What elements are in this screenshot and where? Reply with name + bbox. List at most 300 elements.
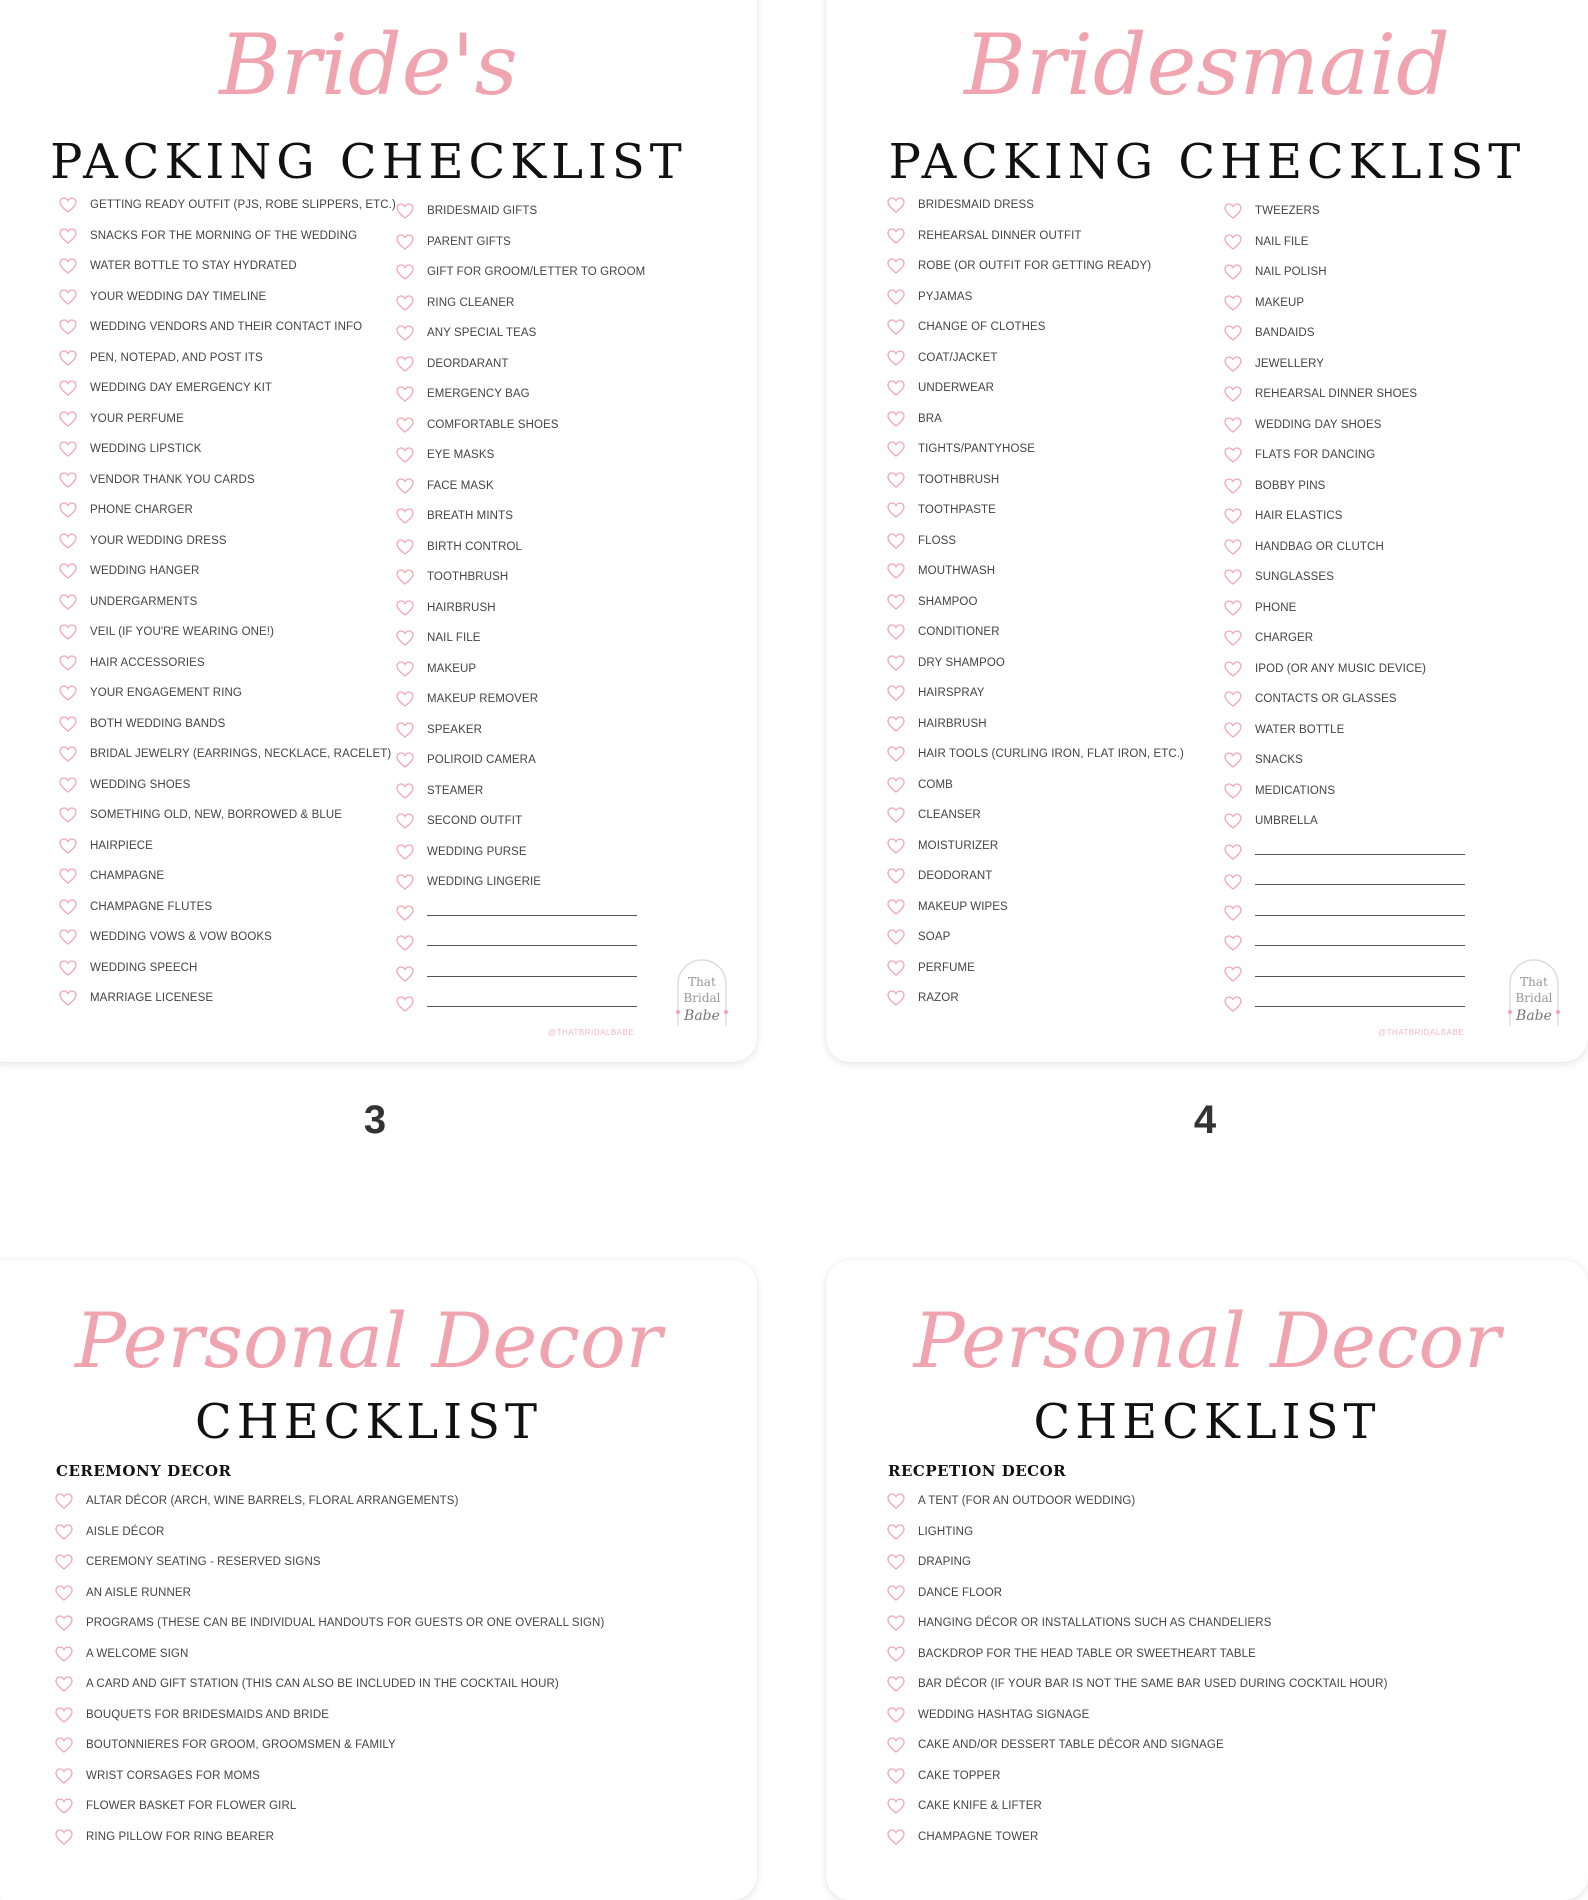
heart-checkbox-icon[interactable] xyxy=(1223,964,1243,984)
checklist-item xyxy=(1223,410,1465,441)
heart-checkbox-icon[interactable] xyxy=(886,1796,906,1816)
heart-checkbox-icon[interactable] xyxy=(58,317,78,337)
heart-checkbox-icon[interactable] xyxy=(1223,781,1243,801)
heart-checkbox-icon[interactable] xyxy=(886,1491,906,1511)
checklist-item-label: CONTACTS OR GLASSES xyxy=(1255,693,1397,706)
checklist-item-label: GIFT FOR GROOM/LETTER TO GROOM xyxy=(427,266,646,279)
checklist-item xyxy=(886,709,1184,740)
checklist-item-label: MARRIAGE LICENESE xyxy=(90,992,214,1005)
checklist-item-label: HAIRSPRAY xyxy=(918,687,985,700)
heart-checkbox-icon[interactable] xyxy=(395,476,415,496)
checklist-item xyxy=(58,495,396,526)
checklist-item xyxy=(886,770,1184,801)
heart-checkbox-icon[interactable] xyxy=(1223,628,1243,648)
checklist-item-label: MOISTURIZER xyxy=(918,839,999,852)
checklist-item xyxy=(58,861,396,892)
checklist-item xyxy=(886,983,1184,1014)
heart-checkbox-icon[interactable] xyxy=(1223,293,1243,313)
heart-checkbox-icon[interactable] xyxy=(886,1522,906,1542)
checklist-item xyxy=(886,1547,1388,1578)
checklist-item xyxy=(58,709,396,740)
blank-line[interactable] xyxy=(427,914,637,916)
checklist-item xyxy=(886,282,1184,313)
blank-line[interactable] xyxy=(427,975,637,977)
heart-checkbox-icon[interactable] xyxy=(1223,506,1243,526)
checklist-item-label: STEAMER xyxy=(427,784,484,797)
heart-checkbox-icon[interactable] xyxy=(1223,445,1243,465)
heart-checkbox-icon[interactable] xyxy=(58,836,78,856)
checklist-item-label: WEDDING DAY SHOES xyxy=(1255,418,1382,431)
heart-checkbox-icon[interactable] xyxy=(58,897,78,917)
heart-checkbox-icon[interactable] xyxy=(395,567,415,587)
logo-line-3: Babe xyxy=(1516,1008,1552,1024)
checklist-item xyxy=(58,831,396,862)
checklist-item xyxy=(58,648,396,679)
checklist-item xyxy=(395,745,645,776)
heart-checkbox-icon[interactable] xyxy=(395,323,415,343)
checklist-column-2 xyxy=(1223,196,1465,1020)
blank-line[interactable] xyxy=(427,1005,637,1007)
checklist-item-label: GETTING READY OUTFIT (PJS, ROBE SLIPPERS, ETC.) xyxy=(90,199,396,212)
heart-checkbox-icon[interactable] xyxy=(58,439,78,459)
heart-checkbox-icon[interactable] xyxy=(1223,720,1243,740)
checklist-item xyxy=(886,1578,1388,1609)
heart-checkbox-icon[interactable] xyxy=(395,994,415,1014)
heart-checkbox-icon[interactable] xyxy=(395,872,415,892)
checklist-item xyxy=(1223,562,1465,593)
heart-checkbox-icon[interactable] xyxy=(58,958,78,978)
checklist-item-label: IPOD (OR ANY MUSIC DEVICE) xyxy=(1255,662,1427,675)
logo-line-3: Babe xyxy=(684,1008,720,1024)
checklist-item xyxy=(886,190,1184,221)
heart-checkbox-icon[interactable] xyxy=(886,714,906,734)
logo-line-2: Bridal xyxy=(683,991,721,1005)
checklist-item xyxy=(54,1486,604,1517)
checklist-item-label: BRIDESMAID GIFTS xyxy=(427,205,538,218)
decor-list xyxy=(886,1486,1388,1852)
headline: PACKING CHECKLIST xyxy=(50,134,687,190)
heart-checkbox-icon[interactable] xyxy=(395,781,415,801)
checklist-item xyxy=(58,251,396,282)
heart-checkbox-icon[interactable] xyxy=(1223,598,1243,618)
heart-checkbox-icon[interactable] xyxy=(886,439,906,459)
checklist-item-label: MAKEUP WIPES xyxy=(918,900,1008,913)
checklist-item xyxy=(886,495,1184,526)
heart-checkbox-icon[interactable] xyxy=(886,897,906,917)
checklist-item-label: BANDAIDS xyxy=(1255,327,1315,340)
heart-checkbox-icon[interactable] xyxy=(395,354,415,374)
heart-checkbox-icon[interactable] xyxy=(1223,323,1243,343)
checklist-item-label: YOUR WEDDING DAY TIMELINE xyxy=(90,290,267,303)
checklist-item xyxy=(54,1639,604,1670)
checklist-item xyxy=(395,562,645,593)
checklist-item xyxy=(1223,471,1465,502)
checklist-item xyxy=(58,953,396,984)
checklist-item-label: TWEEZERS xyxy=(1255,205,1320,218)
heart-checkbox-icon[interactable] xyxy=(395,933,415,953)
checklist-item-label: RING CLEANER xyxy=(427,296,515,309)
checklist-item xyxy=(1223,806,1465,837)
checklist-item xyxy=(395,715,645,746)
heart-checkbox-icon[interactable] xyxy=(886,1674,906,1694)
checklist-item-label: MOUTHWASH xyxy=(918,565,996,578)
heart-checkbox-icon[interactable] xyxy=(395,262,415,282)
heart-checkbox-icon[interactable] xyxy=(395,384,415,404)
checklist-item xyxy=(54,1669,604,1700)
checklist-item xyxy=(395,867,645,898)
heart-checkbox-icon[interactable] xyxy=(58,409,78,429)
heart-checkbox-icon[interactable] xyxy=(886,1583,906,1603)
heart-checkbox-icon[interactable] xyxy=(54,1705,74,1725)
checklist-item-label: FLATS FOR DANCING xyxy=(1255,449,1376,462)
checklist-item xyxy=(886,1700,1388,1731)
heart-checkbox-icon[interactable] xyxy=(54,1827,74,1847)
heart-checkbox-icon[interactable] xyxy=(886,1644,906,1664)
checklist-item xyxy=(395,776,645,807)
heart-checkbox-icon[interactable] xyxy=(58,348,78,368)
heart-checkbox-icon[interactable] xyxy=(886,927,906,947)
heart-checkbox-icon[interactable] xyxy=(395,232,415,252)
checklist-item-label: BOBBY PINS xyxy=(1255,479,1326,492)
heart-checkbox-icon[interactable] xyxy=(1223,872,1243,892)
checklist-item xyxy=(886,251,1184,282)
checklist-item xyxy=(1223,715,1465,746)
checklist-item xyxy=(886,526,1184,557)
checklist-item xyxy=(1223,318,1465,349)
heart-checkbox-icon[interactable] xyxy=(886,409,906,429)
checklist-item-label: WRIST CORSAGES FOR MOMS xyxy=(86,1769,260,1782)
blank-line[interactable] xyxy=(1255,975,1465,977)
heart-checkbox-icon[interactable] xyxy=(1223,750,1243,770)
heart-checkbox-icon[interactable] xyxy=(1223,232,1243,252)
heart-checkbox-icon[interactable] xyxy=(58,988,78,1008)
checklist-item xyxy=(54,1700,604,1731)
heart-checkbox-icon[interactable] xyxy=(886,1766,906,1786)
checklist-item-label: PROGRAMS (THESE CAN BE INDIVIDUAL HANDOUTS FOR GUESTS OR ONE OVERALL SIGN) xyxy=(86,1617,605,1630)
checklist-item-label: AISLE DÉCOR xyxy=(86,1525,165,1538)
checklist-item-label: PEN, NOTEPAD, AND POST ITS xyxy=(90,351,263,364)
blank-checklist-item xyxy=(395,898,645,929)
heart-checkbox-icon[interactable] xyxy=(395,201,415,221)
headline: PACKING CHECKLIST xyxy=(888,134,1526,190)
heart-checkbox-icon[interactable] xyxy=(886,1613,906,1633)
checklist-item xyxy=(58,312,396,343)
heart-checkbox-icon[interactable] xyxy=(886,195,906,215)
heart-checkbox-icon[interactable] xyxy=(58,805,78,825)
decor-list xyxy=(54,1486,604,1852)
heart-checkbox-icon[interactable] xyxy=(1223,201,1243,221)
checklist-item xyxy=(395,196,645,227)
checklist-item xyxy=(54,1578,604,1609)
checklist-item-label: WEDDING PURSE xyxy=(427,845,527,858)
checklist-item-label: WEDDING VOWS & VOW BOOKS xyxy=(90,931,272,944)
checklist-item-label: UMBRELLA xyxy=(1255,815,1318,828)
section-heading: RECPETION DECOR xyxy=(888,1462,1067,1480)
checklist-item-label: REHEARSAL DINNER SHOES xyxy=(1255,388,1418,401)
heart-checkbox-icon[interactable] xyxy=(1223,262,1243,282)
checklist-item-label: CLEANSER xyxy=(918,809,981,822)
checklist-item xyxy=(395,532,645,563)
checklist-item xyxy=(886,831,1184,862)
checklist-item-label: BRIDAL JEWELRY (EARRINGS, NECKLACE, RACELET) xyxy=(90,748,392,761)
heart-checkbox-icon[interactable] xyxy=(1223,903,1243,923)
heart-checkbox-icon[interactable] xyxy=(395,415,415,435)
checklist-item xyxy=(395,288,645,319)
heart-checkbox-icon[interactable] xyxy=(54,1522,74,1542)
checklist-item-label: CAKE TOPPER xyxy=(918,1769,1001,1782)
checklist-item-label: CAKE KNIFE & LIFTER xyxy=(918,1800,1042,1813)
heart-checkbox-icon[interactable] xyxy=(886,805,906,825)
checklist-item xyxy=(58,983,396,1014)
checklist-item xyxy=(886,373,1184,404)
heart-checkbox-icon[interactable] xyxy=(54,1796,74,1816)
heart-checkbox-icon[interactable] xyxy=(886,1735,906,1755)
checklist-item xyxy=(58,770,396,801)
checklist-item-label: HAIRBRUSH xyxy=(918,717,987,730)
heart-checkbox-icon[interactable] xyxy=(886,836,906,856)
checklist-item-label: RING PILLOW FOR RING BEARER xyxy=(86,1830,275,1843)
heart-checkbox-icon[interactable] xyxy=(1223,933,1243,953)
brand-logo xyxy=(1502,956,1566,1032)
heart-checkbox-icon[interactable] xyxy=(1223,384,1243,404)
heart-checkbox-icon[interactable] xyxy=(58,287,78,307)
heart-checkbox-icon[interactable] xyxy=(886,592,906,612)
heart-checkbox-icon[interactable] xyxy=(58,592,78,612)
heart-checkbox-icon[interactable] xyxy=(54,1766,74,1786)
checklist-item-label: A CARD AND GIFT STATION (THIS CAN ALSO BE INCLUDED IN THE COCKTAIL HOUR) xyxy=(86,1678,559,1691)
checklist-item xyxy=(58,678,396,709)
heart-checkbox-icon[interactable] xyxy=(395,689,415,709)
heart-checkbox-icon[interactable] xyxy=(886,988,906,1008)
checklist-item-label: SNACKS xyxy=(1255,754,1303,767)
checklist-item xyxy=(1223,532,1465,563)
checklist-item xyxy=(1223,501,1465,532)
heart-checkbox-icon[interactable] xyxy=(886,1827,906,1847)
checklist-item xyxy=(395,410,645,441)
blank-checklist-item xyxy=(1223,898,1465,929)
checklist-item xyxy=(886,1517,1388,1548)
heart-checkbox-icon[interactable] xyxy=(1223,842,1243,862)
heart-checkbox-icon[interactable] xyxy=(58,714,78,734)
script-title: Bride's xyxy=(219,16,518,114)
checklist-item-label: WEDDING DAY EMERGENCY KIT xyxy=(90,382,273,395)
checklist-item-label: PARENT GIFTS xyxy=(427,235,511,248)
heart-checkbox-icon[interactable] xyxy=(1223,354,1243,374)
heart-checkbox-icon[interactable] xyxy=(54,1552,74,1572)
script-title: Personal Decor xyxy=(74,1296,663,1385)
heart-checkbox-icon[interactable] xyxy=(1223,994,1243,1014)
checklist-item xyxy=(886,556,1184,587)
checklist-column-1 xyxy=(58,190,396,1014)
checklist-item-label: HAIR ACCESSORIES xyxy=(90,656,205,669)
heart-checkbox-icon[interactable] xyxy=(886,531,906,551)
checklist-item xyxy=(395,684,645,715)
heart-checkbox-icon[interactable] xyxy=(1223,537,1243,557)
heart-checkbox-icon[interactable] xyxy=(395,598,415,618)
heart-checkbox-icon[interactable] xyxy=(886,1552,906,1572)
checklist-item xyxy=(58,617,396,648)
heart-checkbox-icon[interactable] xyxy=(58,744,78,764)
heart-checkbox-icon[interactable] xyxy=(54,1674,74,1694)
checklist-item xyxy=(886,221,1184,252)
checklist-item xyxy=(1223,227,1465,258)
heart-checkbox-icon[interactable] xyxy=(395,293,415,313)
heart-checkbox-icon[interactable] xyxy=(54,1735,74,1755)
heart-checkbox-icon[interactable] xyxy=(58,561,78,581)
blank-line[interactable] xyxy=(1255,1005,1465,1007)
heart-checkbox-icon[interactable] xyxy=(886,958,906,978)
checklist-item xyxy=(54,1761,604,1792)
checklist-item xyxy=(1223,654,1465,685)
heart-checkbox-icon[interactable] xyxy=(395,659,415,679)
heart-checkbox-icon[interactable] xyxy=(886,744,906,764)
heart-checkbox-icon[interactable] xyxy=(58,927,78,947)
checklist-item-label: MEDICATIONS xyxy=(1255,784,1336,797)
checklist-item-label: BRA xyxy=(918,412,942,425)
heart-checkbox-icon[interactable] xyxy=(1223,659,1243,679)
checklist-item xyxy=(58,922,396,953)
heart-checkbox-icon[interactable] xyxy=(58,775,78,795)
heart-checkbox-icon[interactable] xyxy=(395,903,415,923)
checklist-item-label: WEDDING HASHTAG SIGNAGE xyxy=(918,1708,1090,1721)
heart-checkbox-icon[interactable] xyxy=(886,348,906,368)
checklist-item xyxy=(395,623,645,654)
blank-line[interactable] xyxy=(1255,853,1465,855)
checklist-item-label: WEDDING SPEECH xyxy=(90,961,198,974)
blank-checklist-item xyxy=(1223,837,1465,868)
checklist-item-label: BIRTH CONTROL xyxy=(427,540,523,553)
checklist-item-label: YOUR PERFUME xyxy=(90,412,184,425)
heart-checkbox-icon[interactable] xyxy=(886,226,906,246)
checklist-item xyxy=(58,465,396,496)
blank-checklist-item xyxy=(395,989,645,1020)
heart-checkbox-icon[interactable] xyxy=(54,1644,74,1664)
checklist-item xyxy=(58,373,396,404)
checklist-item-label: POLIROID CAMERA xyxy=(427,754,536,767)
heart-checkbox-icon[interactable] xyxy=(395,811,415,831)
checklist-item-label: DEODORANT xyxy=(918,870,993,883)
checklist-item xyxy=(1223,379,1465,410)
checklist-item xyxy=(886,312,1184,343)
heart-checkbox-icon[interactable] xyxy=(395,506,415,526)
checklist-item-label: HAIR TOOLS (CURLING IRON, FLAT IRON, ETC.) xyxy=(918,748,1184,761)
page-number: 3 xyxy=(363,1098,387,1142)
heart-checkbox-icon[interactable] xyxy=(886,866,906,886)
checklist-item-label: SOMETHING OLD, NEW, BORROWED & BLUE xyxy=(90,809,343,822)
checklist-item-label: TOOTHBRUSH xyxy=(427,571,509,584)
heart-checkbox-icon[interactable] xyxy=(54,1613,74,1633)
heart-checkbox-icon[interactable] xyxy=(58,531,78,551)
heart-checkbox-icon[interactable] xyxy=(58,683,78,703)
blank-line[interactable] xyxy=(1255,914,1465,916)
social-handle: @THATBRIDALBABE xyxy=(548,1028,635,1037)
checklist-item xyxy=(58,434,396,465)
heart-checkbox-icon[interactable] xyxy=(1223,567,1243,587)
blank-line[interactable] xyxy=(1255,944,1465,946)
heart-checkbox-icon[interactable] xyxy=(886,500,906,520)
social-handle: @THATBRIDALBABE xyxy=(1378,1028,1465,1037)
blank-line[interactable] xyxy=(427,944,637,946)
heart-checkbox-icon[interactable] xyxy=(58,653,78,673)
checklist-item-label: LIGHTING xyxy=(918,1525,974,1538)
heart-checkbox-icon[interactable] xyxy=(886,1705,906,1725)
checklist-item-label: FLOWER BASKET FOR FLOWER GIRL xyxy=(86,1800,297,1813)
checklist-item xyxy=(886,587,1184,618)
blank-checklist-item xyxy=(1223,867,1465,898)
checklist-item-label: A WELCOME SIGN xyxy=(86,1647,189,1660)
heart-checkbox-icon[interactable] xyxy=(58,195,78,215)
heart-checkbox-icon[interactable] xyxy=(1223,689,1243,709)
checklist-item-label: HANGING DÉCOR OR INSTALLATIONS SUCH AS CHANDELIERS xyxy=(918,1617,1272,1630)
heart-checkbox-icon[interactable] xyxy=(54,1583,74,1603)
decor-card-ceremony xyxy=(0,1260,757,1900)
checklist-item xyxy=(58,739,396,770)
heart-checkbox-icon[interactable] xyxy=(886,378,906,398)
heart-checkbox-icon[interactable] xyxy=(58,378,78,398)
checklist-item-label: WEDDING LIPSTICK xyxy=(90,443,202,456)
heart-checkbox-icon[interactable] xyxy=(1223,476,1243,496)
heart-checkbox-icon[interactable] xyxy=(395,445,415,465)
heart-checkbox-icon[interactable] xyxy=(395,537,415,557)
heart-checkbox-icon[interactable] xyxy=(58,866,78,886)
heart-checkbox-icon[interactable] xyxy=(1223,811,1243,831)
checklist-item-label: BOUQUETS FOR BRIDESMAIDS AND BRIDE xyxy=(86,1708,330,1721)
heart-checkbox-icon[interactable] xyxy=(886,683,906,703)
heart-checkbox-icon[interactable] xyxy=(886,653,906,673)
heart-checkbox-icon[interactable] xyxy=(58,470,78,490)
heart-checkbox-icon[interactable] xyxy=(58,226,78,246)
checklist-item-label: WATER BOTTLE TO STAY HYDRATED xyxy=(90,260,297,273)
blank-line[interactable] xyxy=(1255,883,1465,885)
heart-checkbox-icon[interactable] xyxy=(886,561,906,581)
checklist-item xyxy=(886,922,1184,953)
heart-checkbox-icon[interactable] xyxy=(395,628,415,648)
heart-checkbox-icon[interactable] xyxy=(886,287,906,307)
heart-checkbox-icon[interactable] xyxy=(1223,415,1243,435)
checklist-item-label: MAKEUP xyxy=(1255,296,1305,309)
checklist-item xyxy=(886,1608,1388,1639)
checklist-item-label: BOUTONNIERES FOR GROOM, GROOMSMEN & FAMILY xyxy=(86,1739,396,1752)
checklist-item xyxy=(886,648,1184,679)
heart-checkbox-icon[interactable] xyxy=(395,842,415,862)
checklist-item-label: UNDERGARMENTS xyxy=(90,595,198,608)
checklist-item xyxy=(1223,196,1465,227)
heart-checkbox-icon[interactable] xyxy=(395,964,415,984)
checklist-item-label: SUNGLASSES xyxy=(1255,571,1334,584)
heart-checkbox-icon[interactable] xyxy=(886,317,906,337)
checklist-item-label: SNACKS FOR THE MORNING OF THE WEDDING xyxy=(90,229,358,242)
heart-checkbox-icon[interactable] xyxy=(58,500,78,520)
heart-checkbox-icon[interactable] xyxy=(886,256,906,276)
checklist-item xyxy=(54,1730,604,1761)
heart-checkbox-icon[interactable] xyxy=(54,1491,74,1511)
checklist-item-label: PYJAMAS xyxy=(918,290,973,303)
heart-checkbox-icon[interactable] xyxy=(886,470,906,490)
checklist-item-label: TOOTHPASTE xyxy=(918,504,996,517)
logo-line-1: That xyxy=(1520,975,1548,989)
checklist-item-label: NAIL FILE xyxy=(1255,235,1309,248)
heart-checkbox-icon[interactable] xyxy=(395,720,415,740)
heart-checkbox-icon[interactable] xyxy=(58,256,78,276)
checklist-item-label: CONDITIONER xyxy=(918,626,1000,639)
heart-checkbox-icon[interactable] xyxy=(886,622,906,642)
checklist-item xyxy=(886,1730,1388,1761)
checklist-item-label: NAIL FILE xyxy=(427,632,481,645)
checklist-item-label: BREATH MINTS xyxy=(427,510,513,523)
heart-checkbox-icon[interactable] xyxy=(886,775,906,795)
heart-checkbox-icon[interactable] xyxy=(395,750,415,770)
heart-checkbox-icon[interactable] xyxy=(58,622,78,642)
